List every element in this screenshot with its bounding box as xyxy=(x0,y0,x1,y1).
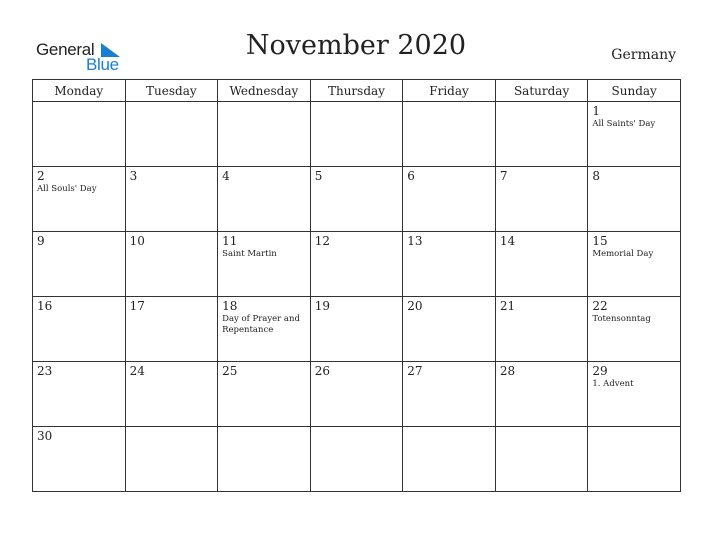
day-cell xyxy=(588,297,681,362)
calendar-title: November 2020 xyxy=(245,30,467,61)
day-number: 3 xyxy=(129,169,138,183)
day-number: 26 xyxy=(314,364,330,378)
day-number: 17 xyxy=(129,299,145,313)
week-row xyxy=(33,362,681,427)
day-number: 13 xyxy=(407,234,423,248)
month-calendar-grid xyxy=(32,79,681,492)
day-number: 15 xyxy=(592,234,608,248)
week-row xyxy=(33,427,681,492)
week-row xyxy=(33,167,681,232)
day-cell xyxy=(218,167,311,232)
day-cell xyxy=(125,427,218,492)
day-cell xyxy=(33,232,126,297)
day-number: 14 xyxy=(499,234,516,248)
day-cell xyxy=(403,362,496,427)
day-cell xyxy=(495,167,588,232)
weekday-header: Thursday xyxy=(310,80,403,102)
day-cell xyxy=(495,427,588,492)
day-number: 19 xyxy=(314,299,330,313)
day-cell xyxy=(33,362,126,427)
day-cell xyxy=(33,102,126,167)
weekday-header: Friday xyxy=(403,80,496,102)
day-cell xyxy=(495,232,588,297)
logo-word-general: General xyxy=(36,40,95,59)
day-number: 20 xyxy=(407,299,423,313)
day-cell xyxy=(495,362,588,427)
weekday-header-row xyxy=(33,80,681,102)
day-cell xyxy=(218,427,311,492)
day-number: 5 xyxy=(314,169,323,183)
day-cell xyxy=(218,362,311,427)
weekday-header: Saturday xyxy=(495,80,588,102)
day-number: 2 xyxy=(37,169,45,183)
holiday-label: 1. Advent xyxy=(592,379,634,389)
holiday-label: Totensonntag xyxy=(592,314,651,324)
day-cell xyxy=(588,427,681,492)
day-number: 25 xyxy=(222,364,238,378)
day-number: 8 xyxy=(592,169,601,183)
week-row xyxy=(33,232,681,297)
day-cell xyxy=(495,102,588,167)
day-cell xyxy=(33,297,126,362)
day-cell xyxy=(218,232,311,297)
day-number: 18 xyxy=(222,299,238,313)
day-cell xyxy=(125,167,218,232)
day-number: 7 xyxy=(499,169,508,183)
day-cell xyxy=(125,102,218,167)
day-cell xyxy=(33,427,126,492)
holiday-label: Day of Prayer and Repentance xyxy=(222,314,300,335)
day-number: 10 xyxy=(129,234,145,248)
day-cell xyxy=(125,362,218,427)
country-label: Germany xyxy=(611,47,676,63)
day-number: 28 xyxy=(499,364,516,378)
day-number: 21 xyxy=(499,299,516,313)
day-cell xyxy=(495,297,588,362)
day-cell xyxy=(33,167,126,232)
day-cell xyxy=(403,297,496,362)
week-row xyxy=(33,297,681,362)
day-cell xyxy=(310,362,403,427)
day-cell xyxy=(125,297,218,362)
day-cell xyxy=(218,297,311,362)
day-cell xyxy=(310,232,403,297)
day-number: 16 xyxy=(37,299,53,313)
holiday-label: All Souls' Day xyxy=(37,184,97,194)
weekday-header: Monday xyxy=(33,80,126,102)
weekday-header: Sunday xyxy=(588,80,681,102)
day-number: 29 xyxy=(592,364,608,378)
holiday-label: All Saints' Day xyxy=(592,119,656,129)
day-number: 23 xyxy=(37,364,53,378)
weekday-header: Tuesday xyxy=(125,80,218,102)
day-number: 22 xyxy=(592,299,608,313)
day-cell xyxy=(310,102,403,167)
day-number: 9 xyxy=(37,234,45,248)
day-cell xyxy=(403,102,496,167)
day-cell xyxy=(310,427,403,492)
day-number: 6 xyxy=(407,169,415,183)
day-number: 12 xyxy=(314,234,330,248)
day-cell xyxy=(310,297,403,362)
day-cell xyxy=(588,362,681,427)
day-cell xyxy=(588,102,681,167)
day-number: 4 xyxy=(222,169,230,183)
holiday-label: Saint Martin xyxy=(222,249,277,259)
day-cell xyxy=(403,167,496,232)
weekday-header: Wednesday xyxy=(218,80,311,102)
day-cell xyxy=(218,102,311,167)
day-cell xyxy=(588,167,681,232)
day-cell xyxy=(403,232,496,297)
day-number: 30 xyxy=(37,429,53,443)
day-cell xyxy=(588,232,681,297)
day-cell xyxy=(310,167,403,232)
day-cell xyxy=(125,232,218,297)
day-number: 11 xyxy=(222,234,238,248)
holiday-label: Memorial Day xyxy=(592,249,654,259)
week-row xyxy=(33,102,681,167)
day-cell xyxy=(403,427,496,492)
day-number: 27 xyxy=(407,364,423,378)
logo-word-blue: Blue xyxy=(86,55,119,74)
day-number: 1 xyxy=(592,104,601,118)
day-number: 24 xyxy=(129,364,145,378)
